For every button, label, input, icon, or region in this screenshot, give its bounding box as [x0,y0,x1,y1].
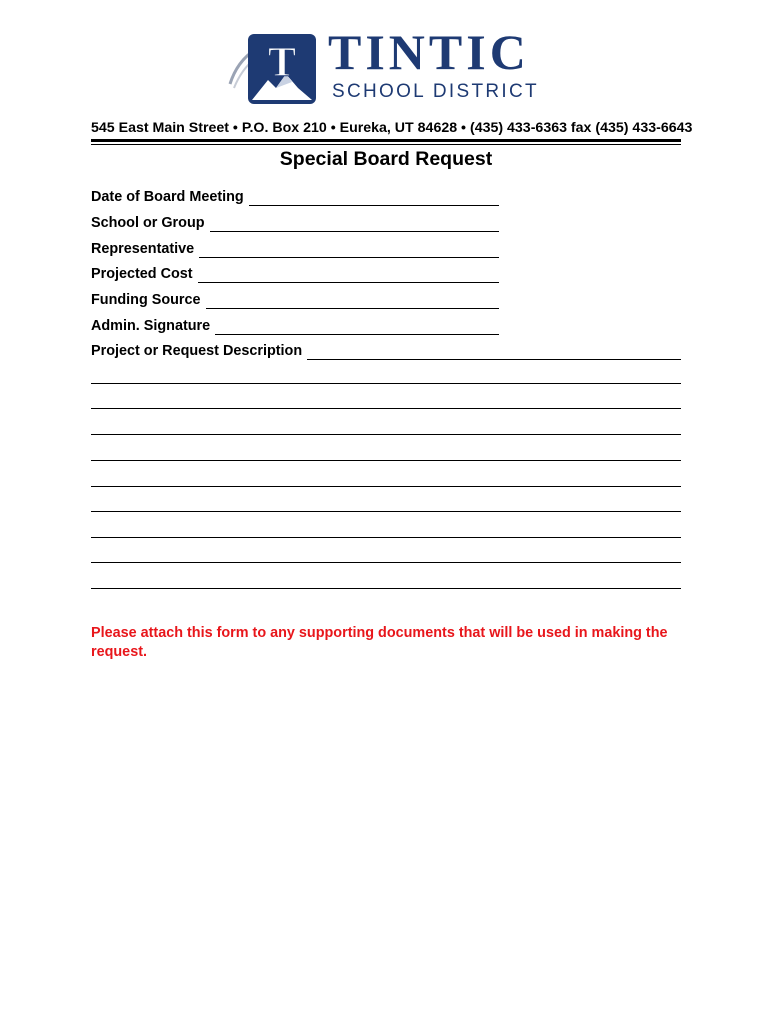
field-label: Date of Board Meeting [91,189,244,205]
field-label: School or Group [91,215,205,231]
district-address: 545 East Main Street • P.O. Box 210 • Eureka, UT 84628 • (435) 433-6363 fax (435) 433-6643 [91,120,693,136]
field-label: Funding Source [91,292,201,308]
description-line[interactable] [91,588,681,589]
field-line[interactable] [206,293,499,309]
field-line[interactable] [307,344,681,360]
header-divider [91,139,681,142]
logo-subtitle: SCHOOL DISTRICT [332,81,539,102]
svg-text:T: T [267,40,297,86]
description-line[interactable] [91,511,681,512]
field-label: Representative [91,241,195,257]
field-line[interactable] [198,267,499,283]
field-label: Project or Request Description [91,343,303,359]
description-line[interactable] [91,537,681,538]
field-admin-signature [91,315,499,335]
attachment-note: Please attach this form to any supporting documents that will be used in making the request. [91,625,668,660]
field-representative [91,238,499,258]
field-project-description [91,340,681,360]
field-line[interactable] [210,216,499,232]
header-divider-thin [91,144,681,145]
district-emblem-icon [228,26,318,106]
form-title: Special Board Request [279,148,493,170]
description-line[interactable] [91,383,681,384]
description-line[interactable] [91,460,681,461]
district-logo [228,24,548,108]
field-line[interactable] [249,190,499,206]
description-line[interactable] [91,408,681,409]
field-school-or-group [91,212,499,232]
logo-name: TINTIC [328,24,530,80]
field-label: Admin. Signature [91,318,211,334]
field-projected-cost [91,263,499,283]
field-date-of-board-meeting [91,186,499,206]
field-label: Projected Cost [91,266,193,282]
field-line[interactable] [199,242,499,258]
description-line[interactable] [91,486,681,487]
description-line[interactable] [91,562,681,563]
description-line[interactable] [91,434,681,435]
field-line[interactable] [215,319,499,335]
field-funding-source [91,289,499,309]
